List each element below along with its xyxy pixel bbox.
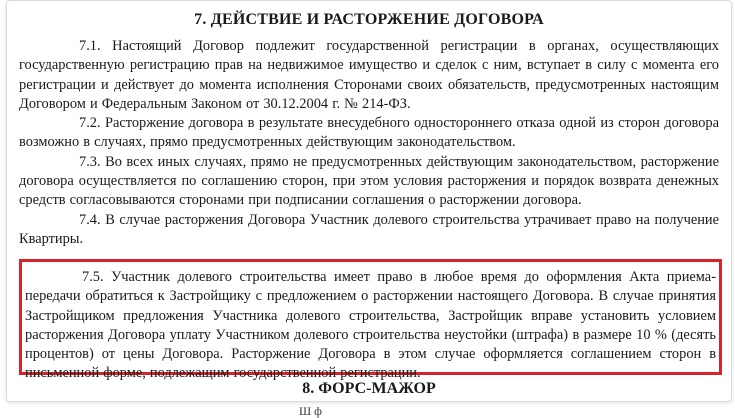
document-content xyxy=(19,9,719,418)
clause-7-4: 7.4. В случае расторжения Договора Участник долевого строительства утрачивает право на получение Квартиры. xyxy=(19,211,719,247)
next-section-heading: 8. ФОРС-МАЖОР xyxy=(302,380,436,397)
clause-7-3: 7.3. Во всех иных случаях, прямо не предусмотренных действующим законодательством, расторжение договора осуществляется по соглашению сторон, при этом условия расторжения и порядок возврата денежных средств согласовываются сторонами при подписании соглашения о расторжении договора. xyxy=(19,153,719,209)
cutoff-text: Ш ф xyxy=(299,404,322,418)
clause-7-1: 7.1. Настоящий Договор подлежит государственной регистрации в органах, осуществляющих государственную регистрацию прав на недвижимое имущество и сделок с ним, вступает в силу с момента его регистрации и действует до момента исполнения Сторонами своих обязательств, предусмотренных настоящим Договором и Федеральным Законом от 30.12.2004 г. № 214-ФЗ. xyxy=(19,38,719,112)
highlight-box xyxy=(19,259,722,382)
clause-7-5: 7.5. Участник долевого строительства имеет право в любое время до оформления Акта приема-передачи обратиться к Застройщику с предложением о расторжении настоящего Договора. В случае принятия Застройщиком предложения Участника долевого строительства, Застройщик вправе установить условием расторжения Договора уплату Участником долевого строительства неустойки (штрафа) в размере 10 % (десять процентов) от цены Договора. Расторжение Договора в этом случае оформляется соглашением сторон в письменной форме, подлежащим государственной регистрации. xyxy=(25,269,716,382)
document-page xyxy=(6,0,732,418)
clause-7-2: 7.2. Расторжение договора в результате внесудебного одностороннего отказа одной из сторон договора возможно в случаях, прямо предусмотренных действующим законодательством. xyxy=(19,115,719,151)
section-heading: 7. ДЕЙСТВИЕ И РАСТОРЖЕНИЕ ДОГОВОРА xyxy=(194,11,544,28)
